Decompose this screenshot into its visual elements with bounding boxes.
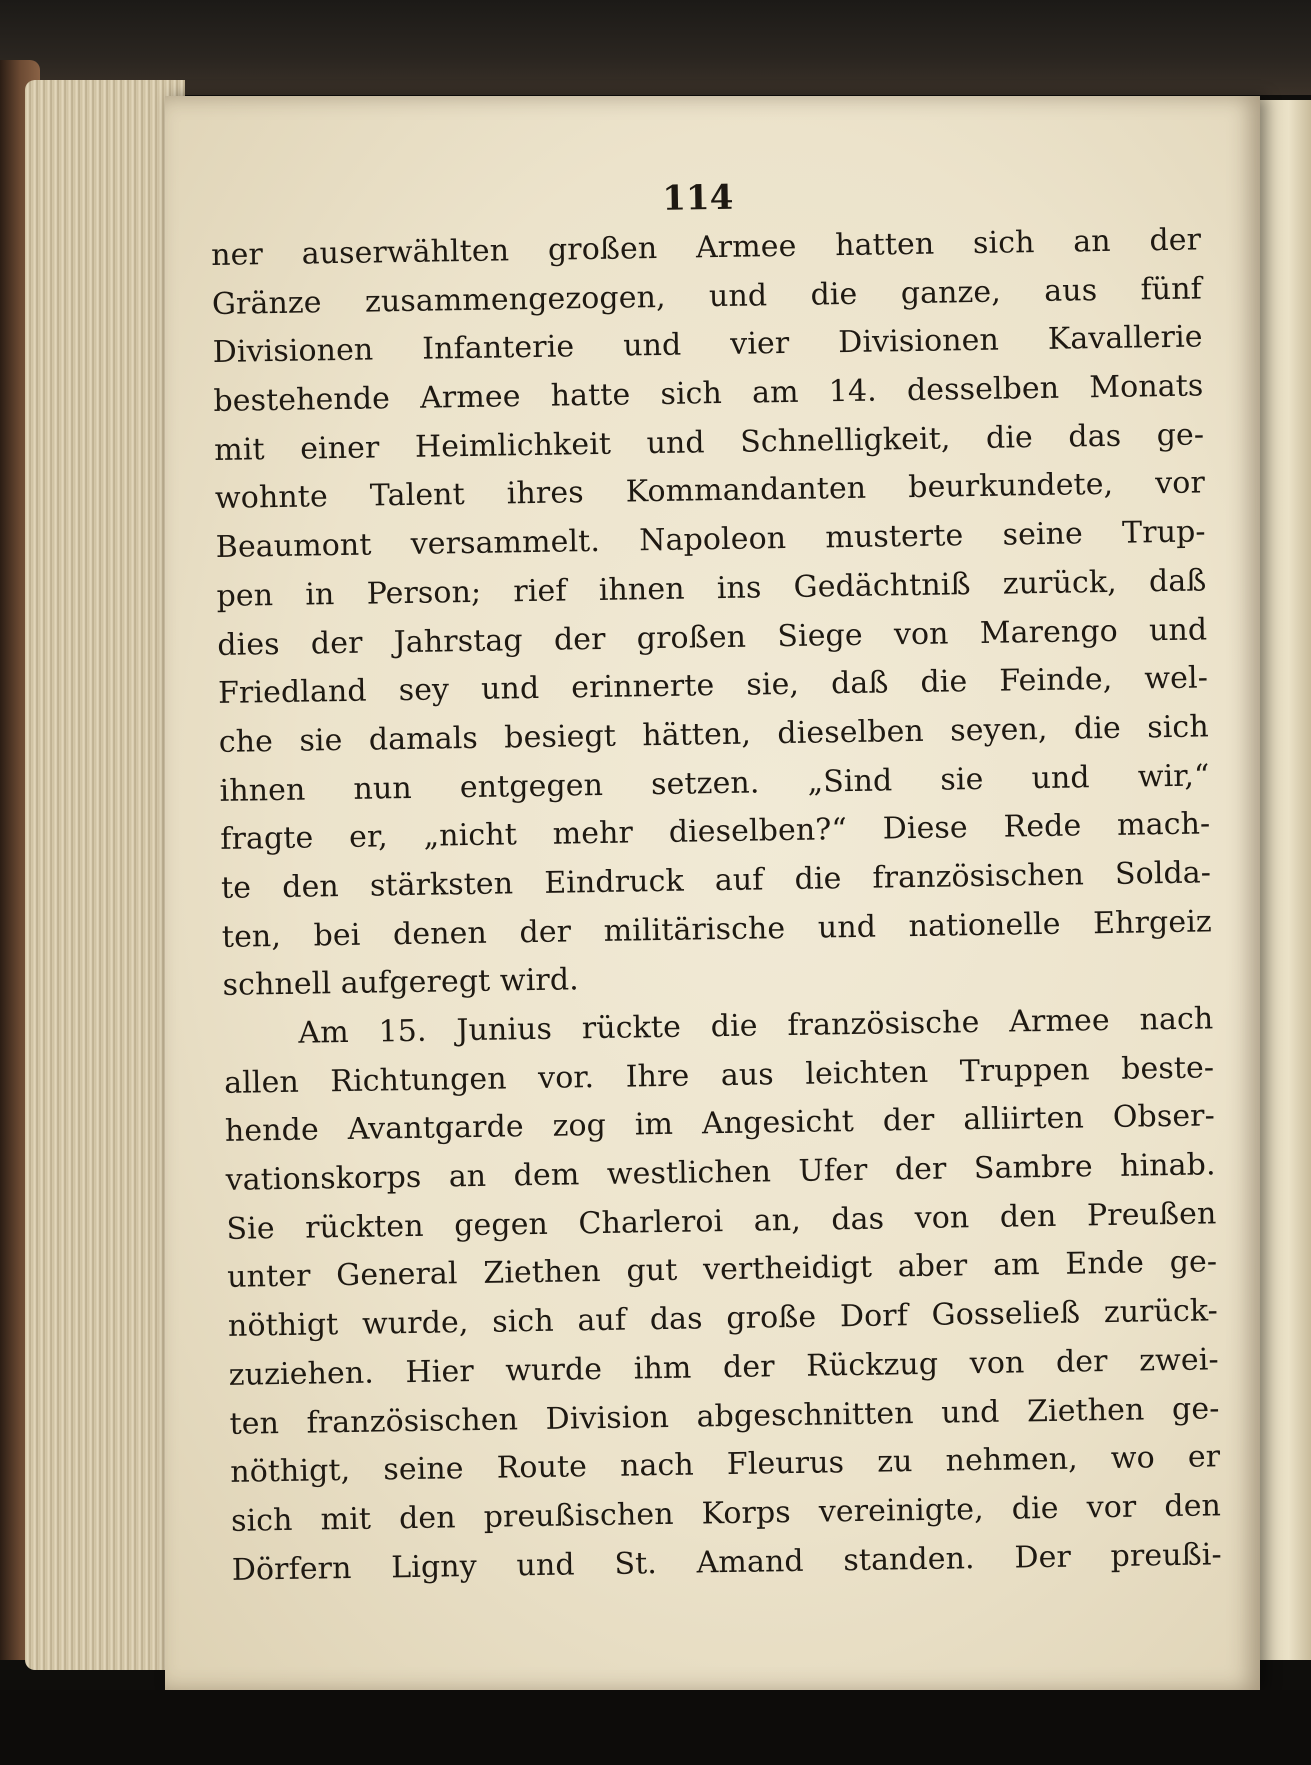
text-line: schnell aufgeregt wird.	[222, 962, 580, 1004]
text-line: unter General Ziethen gut vertheidigt aber am Ende ge-	[226, 1244, 1218, 1296]
text-line: nöthigt, seine Route nach Fleurus zu nehmen, wo er	[230, 1439, 1221, 1491]
page-text-block	[210, 164, 1222, 1595]
text-line: ten, bei denen der militärische und nationelle Ehrgeiz	[221, 903, 1213, 955]
text-line: dies der Jahrstag der großen Siege von Marengo und	[217, 611, 1208, 663]
text-line: wohnte Talent ihres Kommandanten beurkundete, vor	[214, 465, 1206, 517]
text-line: ner auserwählten großen Armee hatten sich an der	[210, 222, 1202, 273]
text-line: hende Avantgarde zog im Angesicht der alliirten Obser-	[224, 1098, 1216, 1150]
text-line: bestehende Armee hatte sich am 14. desselben Monats	[213, 368, 1204, 420]
text-line: vationskorps an dem westlichen Ufer der Sambre hinab.	[225, 1147, 1216, 1198]
text-line: nöthigt wurde, sich auf das große Dorf Gosseließ zurück-	[227, 1293, 1219, 1344]
text-line: Beaumont versammelt. Napoleon musterte seine Trup-	[215, 514, 1206, 566]
facing-page-edge	[1255, 100, 1311, 1660]
background-bottom	[0, 1690, 1311, 1765]
text-line: te den stärksten Eindruck auf die französischen Solda-	[220, 855, 1212, 906]
page-stack-edges	[25, 80, 185, 1670]
page-number: 114	[662, 177, 734, 219]
text-line: pen in Person; rief ihnen ins Gedächtniß zurück, daß	[216, 563, 1207, 614]
text-line: Sie rückten gegen Charleroi an, das von den Preußen	[226, 1196, 1217, 1247]
text-line: fragte er, „nicht mehr dieselben?“ Diese Rede mach-	[220, 806, 1211, 858]
text-line: che sie damals besiegt hätten, dieselben seyen, die sich	[218, 709, 1209, 760]
text-line: Divisionen Infanterie und vier Divisionen Kavallerie	[212, 319, 1203, 371]
text-line: ten französischen Division abgeschnitten und Ziethen ge-	[229, 1390, 1220, 1442]
text-line: zuziehen. Hier wurde ihm der Rückzug von der zwei-	[228, 1342, 1219, 1393]
text-line: sich mit den preußischen Korps vereinigte, die vor den	[230, 1488, 1222, 1539]
text-line: allen Richtungen vor. Ihre aus leichten Truppen beste-	[223, 1050, 1215, 1101]
text-line: Friedland sey und erinnerte sie, daß die Feinde, wel-	[217, 660, 1209, 712]
book-cover-top	[0, 0, 1311, 95]
text-line: Dörfern Ligny und St. Amand standen. Der preußi-	[231, 1536, 1222, 1588]
text-line: ihnen nun entgegen setzen. „Sind sie und wir,“	[219, 757, 1210, 809]
text-line: Am 15. Junius rückte die französische Armee nach	[298, 1001, 1214, 1051]
text-line: Gränze zusammengezogen, und die ganze, aus fünf	[211, 271, 1203, 322]
text-line: mit einer Heimlichkeit und Schnelligkeit, die das ge-	[213, 417, 1205, 468]
